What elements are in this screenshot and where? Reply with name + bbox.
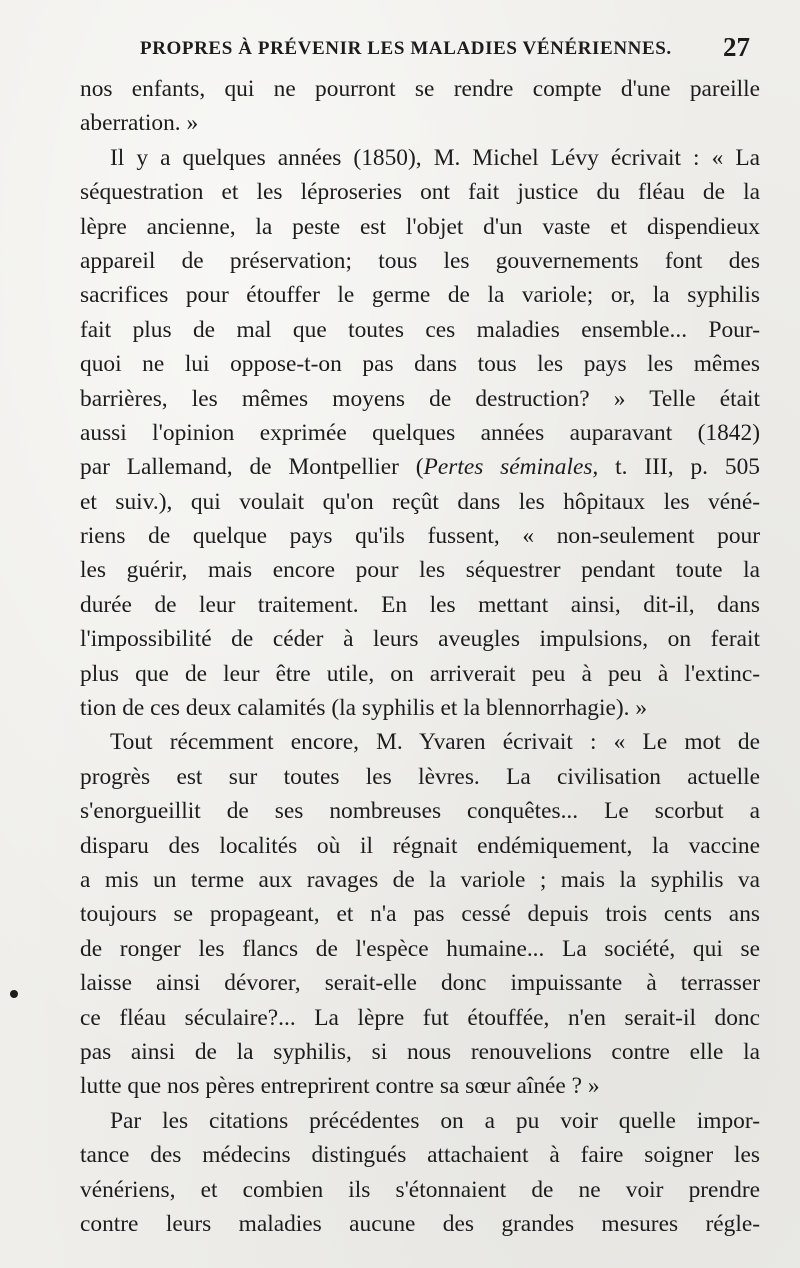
text-line: quoi ne lui oppose-t-on pas dans tous les pays les mêmes [80, 351, 760, 378]
body-text [80, 72, 760, 1241]
text-line: nos enfants, qui ne pourront se rendre compte d'une pareille [80, 76, 760, 102]
text-line: séquestration et les léproseries ont fait justice du fléau de la [80, 179, 760, 206]
text-line: appareil de préservation; tous les gouvernements font des [80, 247, 760, 274]
text-line: disparu des localités où il régnait endémiquement, la vaccine [80, 832, 760, 859]
text-line: durée de leur traitement. En les mettant ainsi, dit-il, dans [80, 591, 760, 618]
text-line: Par les citations précédentes on a pu voir quelle impor- [110, 1107, 760, 1134]
text-line: de ronger les flancs de l'espèce humaine... La société, qui se [80, 935, 760, 962]
text-line: sacrifices pour étouffer le germe de la variole; or, la syphilis [80, 282, 760, 309]
text-line: aberration. » [80, 110, 199, 137]
text-line: progrès est sur toutes les lèvres. La civilisation actuelle [80, 763, 760, 790]
text-line: ce fléau séculaire?... La lèpre fut étouffée, n'en serait-il donc [80, 1004, 760, 1031]
text-line: aussi l'opinion exprimée quelques années auparavant (1842) [80, 419, 760, 446]
text-line: plus que de leur être utile, on arriverait peu à peu à l'extinc- [80, 660, 760, 687]
text-line: contre leurs maladies aucune des grandes mesures régle- [80, 1210, 760, 1237]
running-title: PROPRES À PRÉVENIR LES MALADIES VÉNÉRIENNES. [140, 38, 672, 59]
text-line: riens de quelque pays qu'ils fussent, « non-seulement pour [80, 523, 760, 550]
text-line: tion de ces deux calamités (la syphilis et la blennorrhagie). » [80, 695, 648, 722]
text-segment: t. III, p. 505 [598, 454, 760, 481]
text-line: Il y a quelques années (1850), M. Michel Lévy écrivait : « La [110, 144, 760, 171]
text-line: laisse ainsi dévorer, serait-elle donc impuissante à terrasser [80, 970, 760, 997]
text-line: s'enorgueillit de ses nombreuses conquêtes... Le scorbut a [80, 798, 760, 825]
text-line: barrières, les mêmes moyens de destruction? » Telle était [80, 385, 760, 412]
text-line: les guérir, mais encore pour les séquestrer pendant toute la [80, 557, 760, 584]
text-line: tance des médecins distingués attachaient à faire soigner les [80, 1142, 760, 1169]
italic-title: Pertes séminales, [423, 454, 599, 481]
text-line: l'impossibilité de céder à leurs aveugles impulsions, on ferait [80, 626, 760, 653]
text-line: et suiv.), qui voulait qu'on reçût dans les hôpitaux les véné- [80, 488, 760, 515]
text-segment: par Lallemand, de Montpellier ( [80, 454, 424, 481]
text-line: pas ainsi de la syphilis, si nous renouvelions contre elle la [80, 1038, 760, 1065]
text-line [80, 450, 760, 484]
text-line: Tout récemment encore, M. Yvaren écrivait : « Le mot de [110, 729, 760, 756]
text-line: a mis un terme aux ravages de la variole ; mais la syphilis va [80, 866, 760, 893]
text-line: toujours se propageant, et n'a pas cessé depuis trois cents ans [80, 901, 760, 928]
margin-dot-mark [10, 990, 18, 998]
text-line: lèpre ancienne, la peste est l'objet d'un vaste et dispendieux [80, 213, 760, 240]
text-line: fait plus de mal que toutes ces maladies ensemble... Pour- [80, 316, 760, 343]
text-line: vénériens, et combien ils s'étonnaient de ne voir prendre [80, 1176, 760, 1203]
page-header [140, 30, 760, 64]
text-line: lutte que nos pères entreprirent contre sa sœur aînée ? » [80, 1073, 600, 1100]
page-number: 27 [723, 32, 750, 62]
